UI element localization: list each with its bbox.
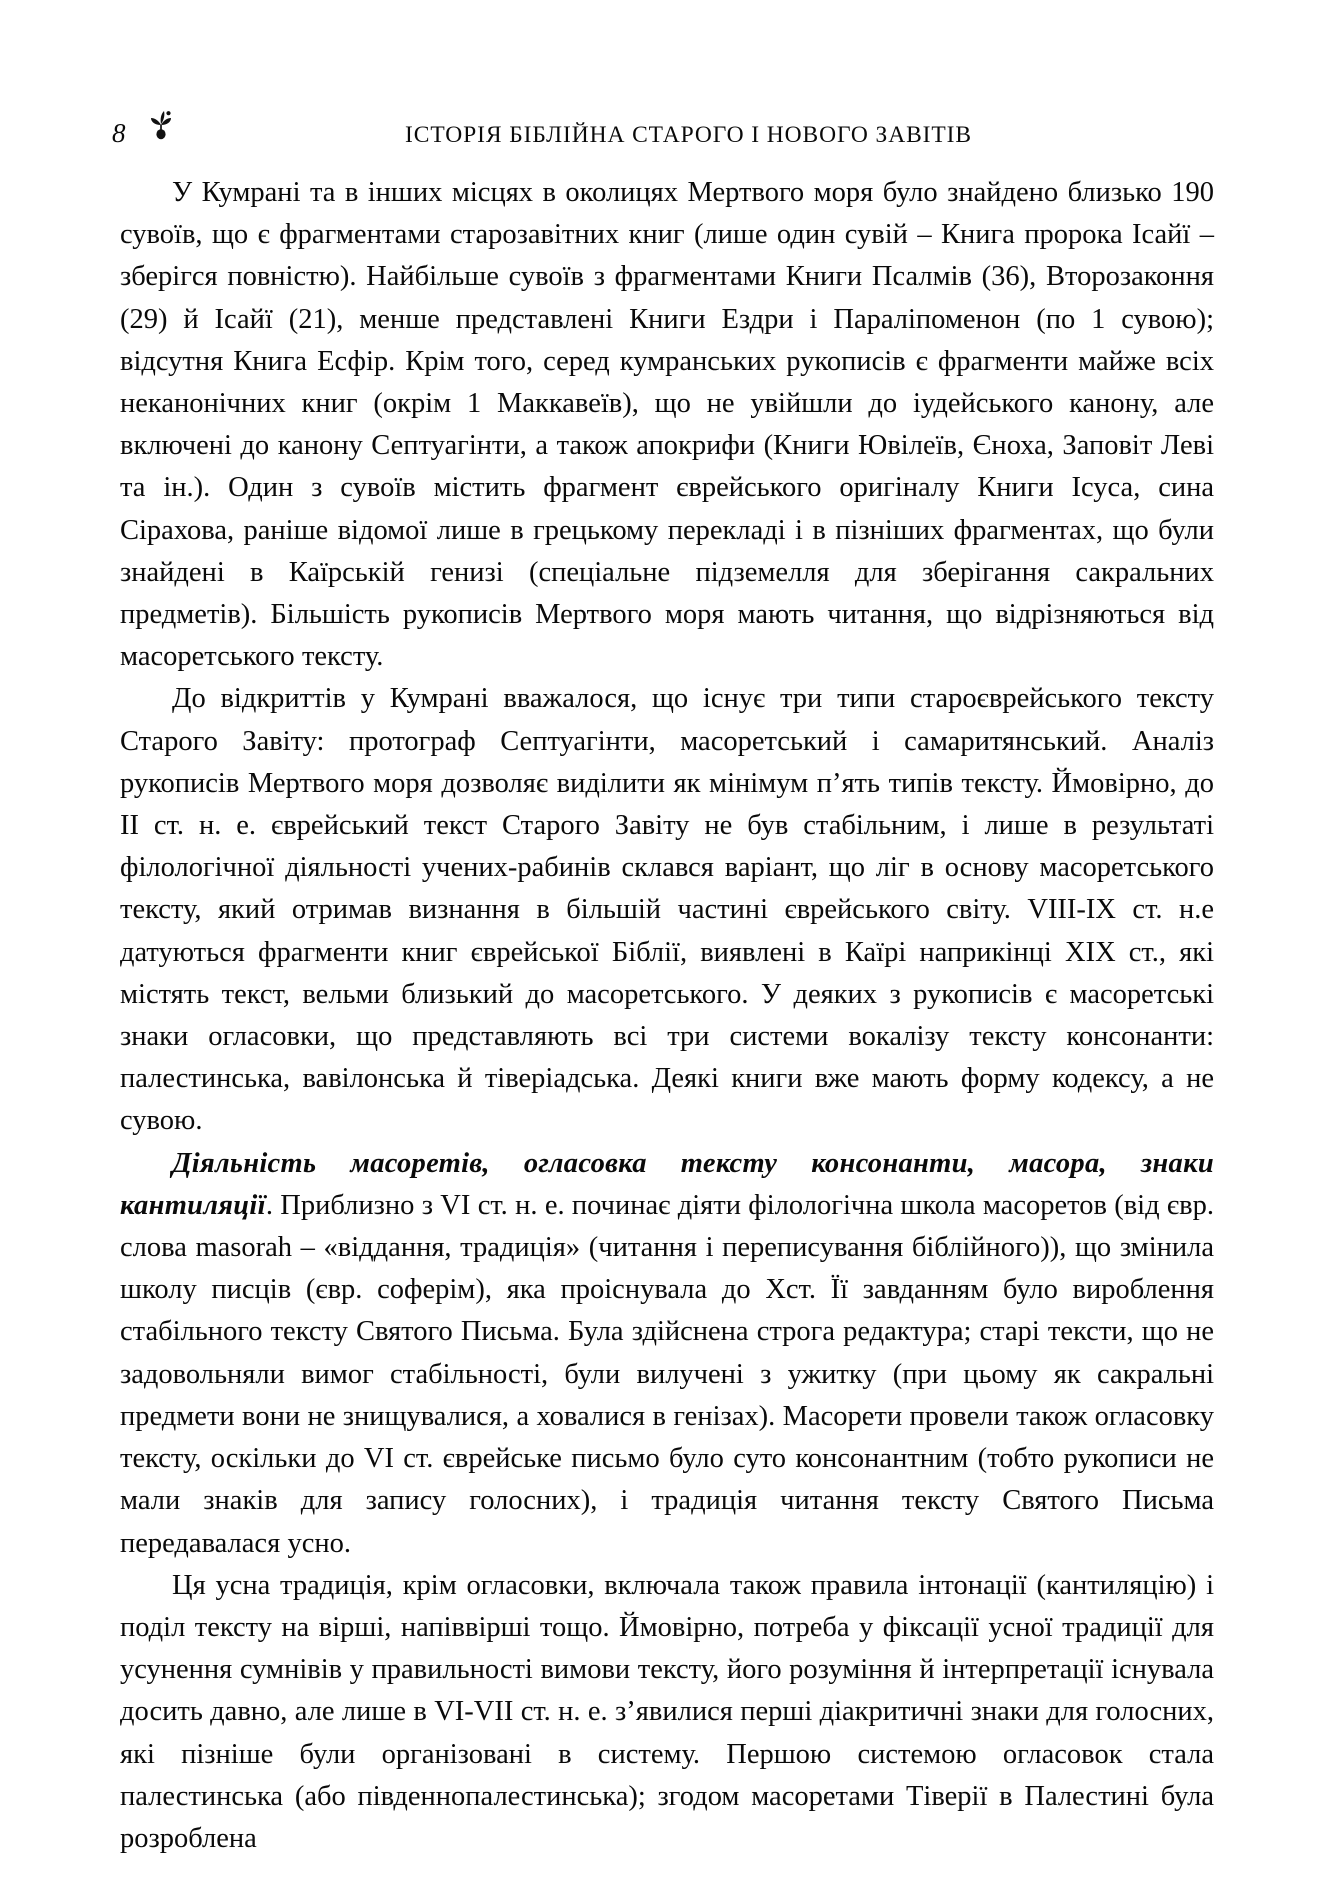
page-number: 8 [112, 118, 126, 148]
paragraph-masoretes-activity [120, 1143, 1214, 1565]
running-head [112, 112, 1227, 152]
paragraph-text: До відкриттів у Кумрані вважалося, що існує три типи староєврейського тексту Старого Завіту: протограф Септуагінти, масоретський і самаритянський. Аналіз рукописів Мертвого моря дозволяє виділити як мінімум п’ять типів тексту. Ймовірно, до II ст. н. е. єврейський текст Старого Завіту не був стабільним, і лише в результаті філологічної діяльності учених-рабинів склався варіант, що ліг в основу масоретського тексту, який отримав визнання в більшій частині єврейського світу. VIII-IX ст. н.е датуються фрагменти книг єврейської Біблії, виявлені в Каїрі наприкінці XIX ст., які містять текст, вельми близький до масоретського. У деяких з рукописів є масоретські знаки огласовки, що представляють всі три системи вокалізу тексту консонанти: палестинська, вавілонська й тіверіадська. Деякі книги вже мають форму кодексу, а не сувою. [120, 683, 1214, 1137]
section-heading-inline: Діяльність масоретів, огласовка тексту консонанти, масора, знаки кантиляції [120, 1147, 1214, 1221]
paragraph-qumran-scrolls [120, 172, 1214, 678]
paragraph-text: Ця усна традиція, крім огласовки, включала також правила інтонації (кантиляцію) і поділ тексту на вірші, напіввірші тощо. Ймовірно, потреба у фіксації усної традиції для усунення сумнівів у правильності вимови тексту, його розуміння й інтерпретації існувала досить давно, але лише в VI-VII ст. н. е. з’явилися перші діакритичні знаки для голосних, які пізніше були організовані в систему. Першою системою огласовок стала палестинська (або південнопалестинська); згодом масоретами Тіверії в Палестині була розроблена [120, 1569, 1214, 1854]
paragraph-oral-tradition [120, 1565, 1214, 1860]
paragraph-text-types [120, 678, 1214, 1142]
running-title: ІСТОРІЯ БІБЛІЙНА СТАРОГО І НОВОГО ЗАВІТІВ [405, 122, 972, 148]
paragraph-text: . Приблизно з VI ст. н. е. починає діяти філологічна школа масоретов (від євр. слова masorah – «віддання, традиція» (читання і переписування біблійного)), що змінила школу писців (євр. соферім), яка проіснувала до Хст. Її завданням було вироблення стабільного тексту Святого Письма. Була здійснена строга редактура; старі тексти, що не задовольняли вимог стабільності, були вилучені з ужитку (при цьому як сакральні предмети вони не знищувалися, а ховалися в генізах). Масорети провели також огласовку тексту, оскільки до VI ст. єврейське письмо було суто консонантним (тобто рукописи не мали знаків для запису голосних), і традиція читання тексту Святого Письма передавалася усно. [120, 1189, 1214, 1559]
body-text-block [120, 172, 1214, 1860]
paragraph-text: У Кумрані та в інших місцях в околицях Мертвого моря було знайдено близько 190 сувоїв, що є фрагментами старозавітних книг (лише один сувій – Книга пророка Ісайї – зберігся повністю). Найбільше сувоїв з фрагментами Книги Псалмів (36), Второзаконня (29) й Ісайї (21), менше представлені Книги Ездри і Параліпоменон (по 1 сувою); відсутня Книга Есфір. Крім того, серед кумранських рукописів є фрагменти майже всіх неканонічних книг (окрім 1 Маккавеїв), що не увійшли до іудейського канону, але включені до канону Септуагінти, а також апокрифи (Книги Ювілеїв, Єноха, Заповіт Леві та ін.). Один з сувоїв містить фрагмент єврейського оригіналу Книги Ісуса, сина Сірахова, раніше відомої лише в грецькому перекладі і в пізніших фрагментах, що були знайдені в Каїрській генизі (спеціальне підземелля для зберігання сакральних предметів). Більшість рукописів Мертвого моря мають читання, що відрізняються від масоретського тексту. [120, 177, 1214, 673]
